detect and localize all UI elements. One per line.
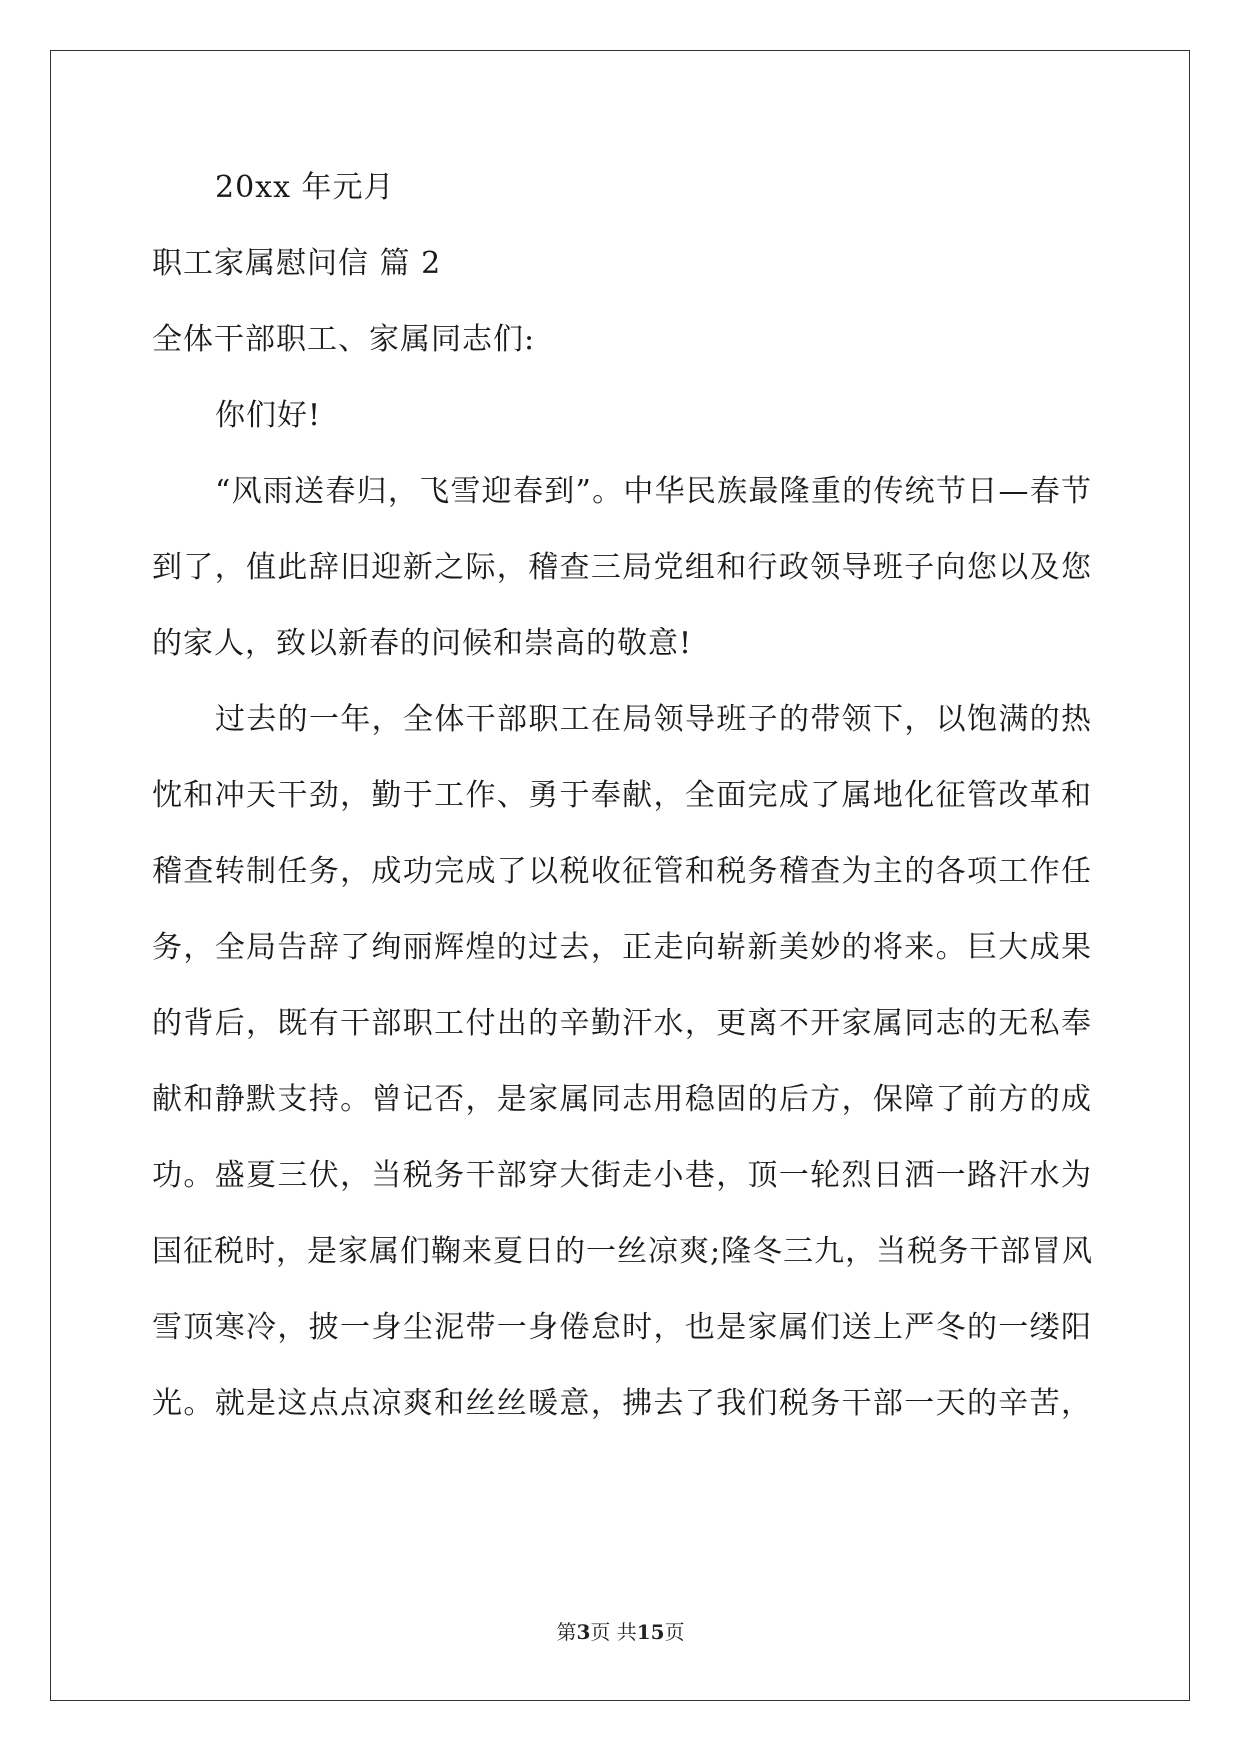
page-prefix: 第 <box>556 1620 577 1644</box>
page-suffix: 页 <box>664 1620 685 1644</box>
paragraph-line: 光。就是这点点凉爽和丝丝暖意，拂去了我们税务干部一天的辛苦， <box>152 1386 1092 1421</box>
document-body <box>152 163 1092 1455</box>
letter-date: 20xx 年元月 <box>215 170 395 205</box>
letter-salutation: 全体干部职工、家属同志们: <box>152 322 536 357</box>
paragraph-1 <box>152 467 1092 695</box>
current-page-number: 3 <box>576 1620 591 1644</box>
total-page-number: 15 <box>636 1620 665 1644</box>
paragraph-line: 务，全局告辞了绚丽辉煌的过去，正走向崭新美妙的将来。巨大成果 <box>152 930 1092 965</box>
paragraph-line: 的背后，既有干部职工付出的辛勤汗水，更离不开家属同志的无私奉 <box>152 1006 1092 1041</box>
paragraph-line: 稽查转制任务，成功完成了以税收征管和税务稽查为主的各项工作任 <box>152 854 1092 889</box>
paragraph-line: 献和静默支持。曾记否，是家属同志用稳固的后方，保障了前方的成 <box>152 1082 1092 1117</box>
paragraph-line: 的家人，致以新春的问候和崇高的敬意! <box>152 626 693 661</box>
paragraph-line: 过去的一年，全体干部职工在局领导班子的带领下，以饱满的热 <box>215 702 1092 737</box>
paragraph-line: 国征税时，是家属们鞠来夏日的一丝凉爽;隆冬三九，当税务干部冒风 <box>152 1234 1094 1269</box>
paragraph-line: 忱和冲天干劲，勤于工作、勇于奉献，全面完成了属地化征管改革和 <box>152 778 1092 813</box>
letter-greeting: 你们好! <box>215 398 322 433</box>
page-footer <box>0 1616 1241 1645</box>
paragraph-line: 雪顶寒冷，披一身尘泥带一身倦怠时，也是家属们送上严冬的一缕阳 <box>152 1310 1092 1345</box>
paragraph-line: 功。盛夏三伏，当税务干部穿大街走小巷，顶一轮烈日洒一路汗水为 <box>152 1158 1092 1193</box>
paragraph-2 <box>152 695 1092 1455</box>
letter-heading: 职工家属慰问信 篇 2 <box>152 246 442 281</box>
paragraph-line: “风雨送春归，飞雪迎春到”。中华民族最隆重的传统节日—春节 <box>215 474 1092 509</box>
paragraph-line: 到了，值此辞旧迎新之际，稽查三局党组和行政领导班子向您以及您 <box>152 550 1092 585</box>
page-mid: 页 共 <box>590 1620 637 1644</box>
